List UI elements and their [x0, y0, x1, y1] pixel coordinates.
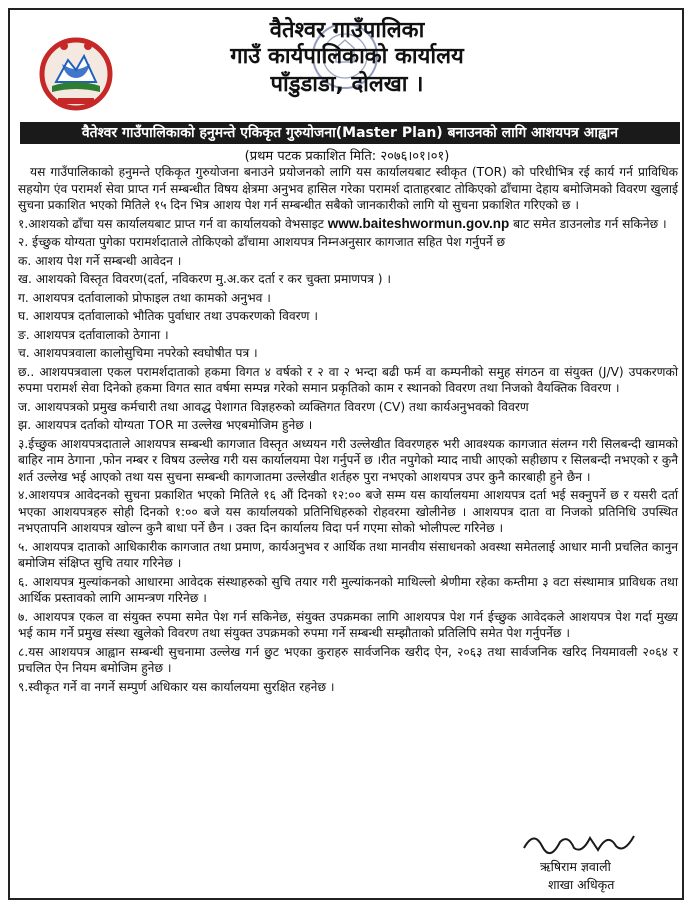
item-9: ९.स्वीकृत गर्ने वा नगर्ने सम्पुर्ण अधिकार यस कार्यालयमा सुरक्षित रहनेछ । [18, 679, 335, 694]
item-1 [18, 216, 678, 233]
item-7: ७. आशयपत्र एकल वा संयुक्त रुपमा समेत पेश गर्न सकिनेछ, संयुक्त उपक्रमका लागि आशयपत्र पेश गर्न ईच्छुक आवेदकले आशयपत्र पेश गर्दा मुख्य भई काम गर्ने प्रमुख संस्था खुलेको विवरण तथा संयुक्त उपक्रमको रुपमा गर्ने सम्बन्धी सम्झौताको प्रतिलिपि समेत पेश गर्नुपर्नेछ । [18, 609, 678, 640]
subitem-gha: घ. आशयपत्र दर्तावालाको भौतिक पुर्वाधार तथा उपकरणको विवरण । [18, 309, 318, 323]
subitem-nga: ङ. आशयपत्र दर्तावालाको ठेगाना । [18, 327, 169, 342]
subitem-kha: ख. आशयको विस्तृत विवरण(दर्ता, नविकरण मु.अ.कर दर्ता र कर चुक्ता प्रमाणपत्र ) । [18, 272, 391, 286]
notice-title-banner: वैतेश्वर गाउँपालिकाको हनुमन्ते एकिकृत गुरुयोजना(Master Plan) बनाउनको लागि आशयपत्र आह्वान [20, 122, 680, 144]
signature-mark [516, 824, 656, 860]
item-6: ६. आशयपत्र मुल्यांकनको आधारमा आवेदक संस्थाहरुको सुचि तयार गरी मुल्यांकनको माथिल्लो श्रेणीमा रहेका कम्तीमा ३ वटा संस्थामात्र प्राविधक तथा आर्थिक प्रस्तावको लागि आमन्त्रण गरिनेछ । [18, 574, 678, 605]
intro-paragraph: यस गाउँपालिकाको हनुमन्ते एकिकृत गुरुयोजना बनाउने प्रयोजनको लागि यस कार्यालयबाट स्वीकृत (TOR) को परिधीभित्र रई कार्य गर्न प्राविधिक सहयोग एंव परामर्श सेवा प्राप्त गर्न सम्बन्धीत विषय क्षेत्रमा अनुभव हासिल गरेका परामर्श दाताहरबाट तोकिएको ढाँचामा देहाय बमोजिमको विवरण खुलाई सुचना प्रकाशित भएको मितिले १५ दिन भित्र आशय पेश गर्न सम्बन्धीत सबैको जानकारीको लागि यो सुचना प्रकाशित गरिएको छ । [18, 165, 678, 212]
subitem-ka: क. आशय पेश गर्ने सम्बन्धी आवेदन । [18, 253, 182, 268]
publication-date: (प्रथम पटक प्रकाशित मिति: २०७६।०१।०१) [244, 149, 450, 164]
subitem-ga: ग. आशयपत्र दर्तावालाको प्रोफाइल तथा कामको अनुभव । [18, 290, 271, 305]
subitem-ja: ज. आशयपत्रको प्रमुख कर्मचारी तथा आवद्ध पेशागत विज्ञहरुको व्यक्तिगत विवरण (CV) तथा कार्यअनुभवको विवरण [18, 399, 529, 414]
subitem-cha: च. आशयपत्रवाला कालोसुचिमा नपरेको स्वघोषीत पत्र । [18, 346, 258, 360]
item-5: ५. आशयपत्र दाताको आधिकारीक कागजात तथा प्रमाण, कार्यअनुभव र आर्थिक तथा मानवीय संसाधनको अवस्था समेतलाई आधार मानी प्रचलित कानुन बमोजिम संक्षिप्त सुचि तयार गरिनेछ । [18, 539, 678, 570]
item-4: ४.आशयपत्र आवेदनको सुचना प्रकाशित भएको मितिले १६ औं दिनको १२:०० बजे सम्म यस कार्यालयमा आशयपत्र दर्ता भई सक्नुपर्ने छ र यसरी दर्ता भएका आशयपत्रहरु सोही दिनको १:०० बजे यस कार्यालयको प्रतिनिधिहरुको रोहवरमा खोलीनेछ । आशयपत्र दाता वा निजको प्रतिनिधि उपस्थित नभएतापनि आशयपत्र खोल्न कुनै बाधा पर्ने छैन । उक्त दिन कार्यालय विदा पर्न गएमा सोको भोलीपल्ट गरिनेछ । [18, 488, 678, 535]
notice-body [18, 164, 678, 697]
subitem-chha: छ.. आशयपत्रवाला एकल परामर्शदाताको हकमा विगत ४ वर्षको र २ वा २ भन्दा बढी फर्म वा कम्पनीको समुह संगठन वा संयुक्त (J/V) उपकरणको रुपमा परामर्श सेवा दिनेको हकमा विगत सात वर्षमा सम्पन्न गरेको समान प्रकृतिको काम र स्थानको विवरण तथा निजको वैयक्तिक विवरण । [18, 364, 678, 395]
item-2: २. ईच्छुक योग्यता पुगेका परामर्शदाताले तोकिएको ढाँचामा आशयपत्र निम्नअनुसार कागजात सहित पेश गर्नुपर्ने छ [18, 235, 506, 249]
item-8: ८.यस आशयपत्र आह्वान सम्बन्धी सुचनामा उल्लेख गर्न छुट भएका कुराहरु सार्वजनिक खरीद ऐन, २०६३ तथा सार्वजनिक खरिद नियमावली २०६४ र प्रचलित ऐन नियम बमोजिम हुनेछ । [18, 644, 678, 675]
website-link[interactable]: www.baiteshwormun.gov.np [327, 215, 510, 231]
item-1-text-end: बाट समेत डाउनलोड गर्न सकिनेछ । [513, 216, 667, 231]
item-3: ३.ईच्छुक आशयपत्रदाताले आशयपत्र सम्बन्धी कागजात विस्तृत अध्ययन गरी उल्लेखीत विवरणहरु भरी आवश्यक कागजात संलग्न गरी सिलबन्दी खामको बाहिर नाम ठेगाना ,फोन नम्बर र विषय उल्लेख गरी यस कार्यालयमा पेश गर्नुपर्ने छ ।रीत नपुगेको म्याद नाघी आएको सहीछाप र सिलबन्दी नभएको र कुनै शर्त उल्लेख भई आएको तथा यस सुचना सम्बन्धी कागजातमा उल्लेखीत शर्तहरु पुरा नभएको आशयपत्र उपर कुनै कारबाही हुने छैन । [18, 436, 678, 484]
subitem-jha: झ. आशयपत्र दर्ताको योग्यता TOR मा उल्लेख भएबमोजिम हुनेछ । [18, 418, 313, 432]
office-address: पाँडुडाडा, दोलखा । [270, 72, 424, 97]
signatory-name: ऋषिराम ज्ञवाली [540, 859, 611, 874]
municipality-name: वैतेश्वर गाउँपालिका [269, 18, 425, 43]
item-1-text: १.आशयको ढाँचा यस कार्यालयबाट प्राप्त गर्न वा कार्यालयको वेभसाइट [18, 216, 324, 231]
office-name: गाउँ कार्यपालिकाको कार्यालय [230, 44, 464, 69]
signatory-title: शाखा अधिकृत [548, 877, 615, 892]
